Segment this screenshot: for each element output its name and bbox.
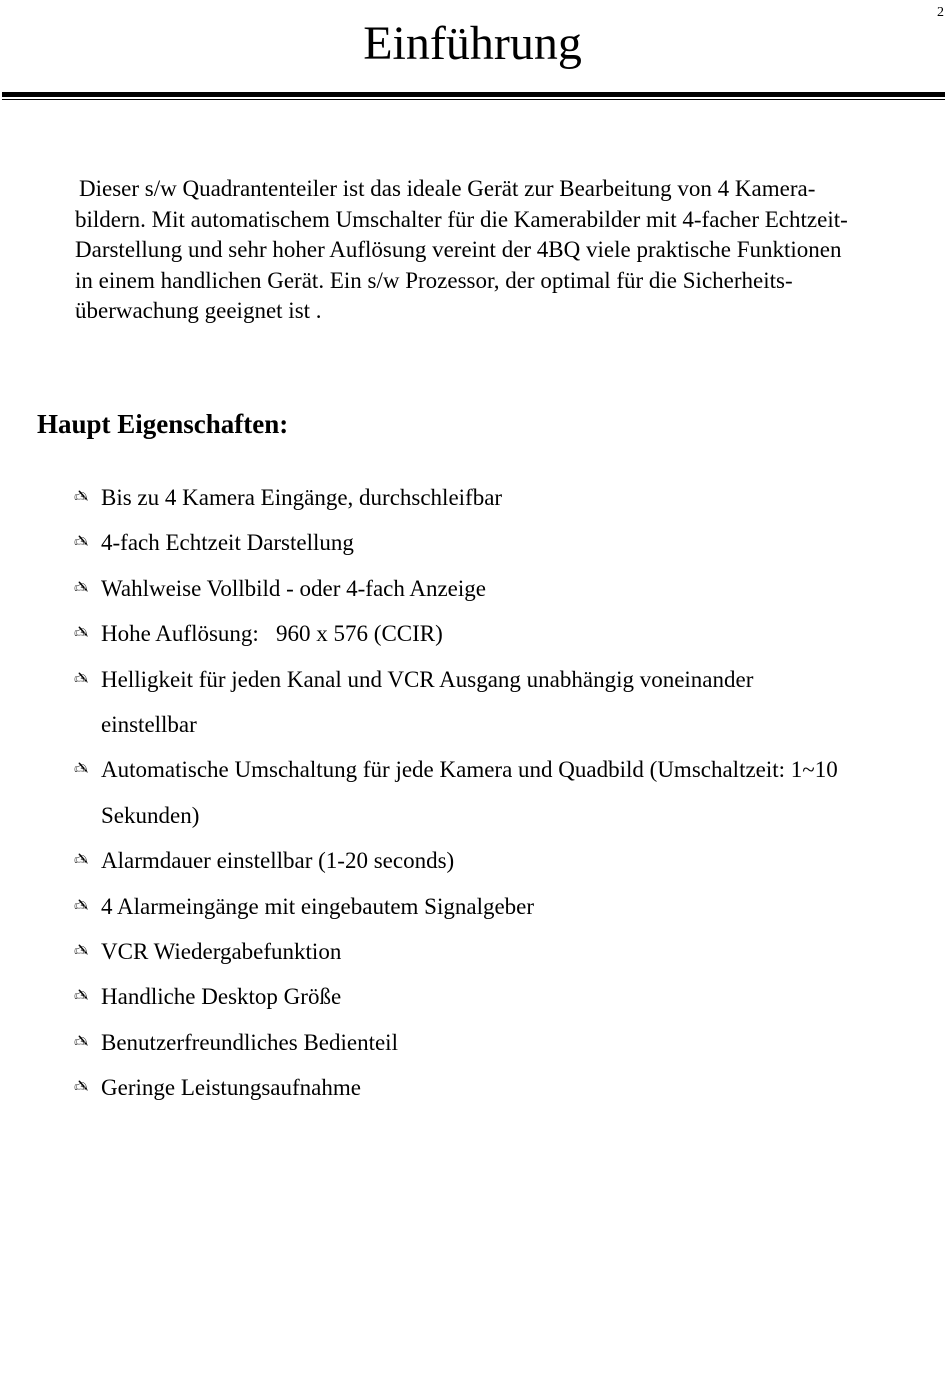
feature-text: Bis zu 4 Kamera Eingänge, durchschleifbar bbox=[101, 485, 503, 510]
intro-line: in einem handlichen Gerät. Ein s/w Prozessor, der optimal für die Sicherheits- bbox=[75, 267, 793, 293]
feature-item bbox=[72, 929, 942, 974]
feature-text: Hohe Auflösung: 960 x 576 (CCIR) bbox=[101, 621, 443, 647]
intro-line: überwachung geeignet ist . bbox=[75, 298, 322, 323]
feature-item bbox=[72, 475, 942, 520]
writing-hand-icon: ✍ bbox=[74, 941, 89, 962]
title-underline-thin bbox=[2, 99, 945, 100]
intro-line: Darstellung und sehr hoher Auflösung vereint der 4BQ viele praktische Funktionen bbox=[75, 237, 842, 262]
feature-text: 4 Alarmeingänge mit eingebautem Signalgeber bbox=[101, 893, 535, 919]
intro-paragraph bbox=[75, 174, 925, 327]
features-list bbox=[72, 475, 942, 1111]
writing-hand-icon: ✍ bbox=[74, 986, 89, 1007]
page-title: Einführung bbox=[363, 17, 582, 70]
feature-item bbox=[72, 1020, 942, 1065]
feature-text: Automatische Umschaltung für jede Kamera und Quadbild (Umschaltzeit: 1~10 bbox=[101, 757, 838, 783]
writing-hand-icon: ✍ bbox=[74, 532, 89, 553]
feature-item bbox=[72, 520, 942, 565]
writing-hand-icon: ✍ bbox=[74, 850, 89, 871]
writing-hand-icon: ✍ bbox=[74, 623, 89, 644]
writing-hand-icon: ✍ bbox=[74, 577, 89, 598]
feature-item bbox=[72, 611, 942, 656]
feature-item bbox=[72, 838, 942, 883]
feature-text: 4-fach Echtzeit Darstellung bbox=[101, 530, 354, 556]
feature-item bbox=[72, 747, 942, 838]
writing-hand-icon: ✍ bbox=[74, 1077, 89, 1098]
feature-text: Alarmdauer einstellbar (1-20 seconds) bbox=[101, 848, 455, 874]
features-heading: Haupt Eigenschaften: bbox=[37, 409, 289, 439]
title-underline-thick bbox=[2, 92, 945, 97]
writing-hand-icon: ✍ bbox=[74, 487, 89, 507]
feature-item bbox=[72, 884, 942, 929]
feature-item bbox=[72, 974, 942, 1019]
feature-item bbox=[72, 1065, 942, 1110]
writing-hand-icon: ✍ bbox=[74, 1031, 89, 1052]
page-number: 2 bbox=[937, 5, 944, 20]
feature-text: VCR Wiedergabefunktion bbox=[101, 939, 342, 965]
feature-item bbox=[72, 566, 942, 611]
feature-text: Helligkeit für jeden Kanal und VCR Ausgang unabhängig voneinander bbox=[101, 666, 754, 692]
feature-text-continuation: einstellbar bbox=[101, 712, 197, 738]
feature-text: Benutzerfreundliches Bedienteil bbox=[101, 1029, 398, 1055]
feature-text: Wahlweise Vollbild - oder 4-fach Anzeige bbox=[101, 575, 486, 601]
feature-text-continuation: Sekunden) bbox=[101, 802, 200, 828]
intro-line: bildern. Mit automatischem Umschalter für die Kamerabilder mit 4-facher Echtzeit- bbox=[75, 206, 848, 232]
writing-hand-icon: ✍ bbox=[74, 668, 89, 689]
feature-item bbox=[72, 657, 942, 748]
writing-hand-icon: ✍ bbox=[74, 759, 89, 780]
writing-hand-icon: ✍ bbox=[74, 895, 89, 916]
feature-text: Handliche Desktop Größe bbox=[101, 984, 342, 1010]
intro-line: Dieser s/w Quadrantenteiler ist das ideale Gerät zur Bearbeitung von 4 Kamera- bbox=[79, 176, 816, 201]
feature-text: Geringe Leistungsaufnahme bbox=[101, 1075, 361, 1101]
